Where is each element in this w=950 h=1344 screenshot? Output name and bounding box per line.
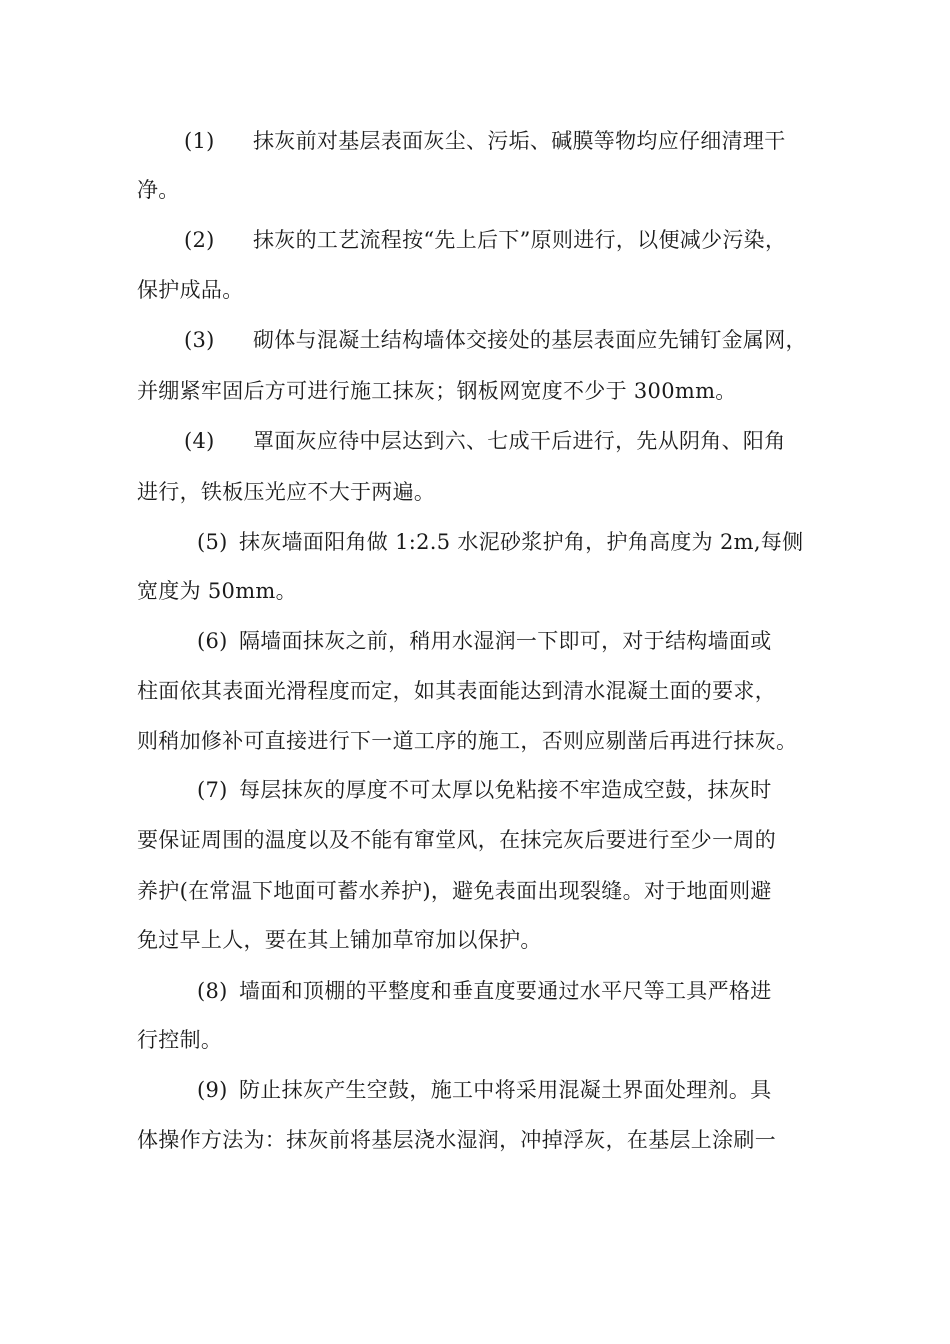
paragraph-2-line-1 xyxy=(137,226,786,254)
paragraph-2-text-1: 抹灰的工艺流程按“先上后下”原则进行，以便减少污染， xyxy=(253,228,787,252)
paragraph-7-line-1 xyxy=(137,776,772,804)
paragraph-1-text-1: 抹灰前对基层表面灰尘、污垢、碱膜等物均应仔细清理干 xyxy=(253,129,786,153)
paragraph-4-text-1: 罩面灰应待中层达到六、七成干后进行，先从阴角、阳角 xyxy=(253,429,786,453)
item-number-6: (6) xyxy=(197,629,228,653)
item-number-1: (1) xyxy=(184,129,215,153)
paragraph-2-line-2 xyxy=(137,276,244,304)
paragraph-9-line-1 xyxy=(137,1076,772,1104)
item-number-7: (7) xyxy=(197,778,228,802)
paragraph-7-text-4: 免过早上人，要在其上铺加草帘加以保护。 xyxy=(137,928,542,952)
paragraph-7-text-2: 要保证周围的温度以及不能有窜堂风，在抹完灰后要进行至少一周的 xyxy=(137,828,776,852)
paragraph-7-line-4 xyxy=(137,926,542,954)
paragraph-5-text-1: 抹灰墙面阳角做 1:2.5 水泥砂浆护角，护角高度为 2m,每侧 xyxy=(239,530,804,554)
paragraph-8-line-1 xyxy=(137,977,772,1005)
item-number-5: (5) xyxy=(197,530,228,554)
paragraph-6-line-3 xyxy=(137,727,797,755)
paragraph-3-text-1: 砌体与混凝土结构墙体交接处的基层表面应先铺钉金属网， xyxy=(253,328,807,352)
paragraph-8-text-2: 行控制。 xyxy=(137,1028,223,1052)
paragraph-7-line-3 xyxy=(137,877,772,905)
paragraph-9-line-2 xyxy=(137,1126,776,1154)
paragraph-4-line-1 xyxy=(137,427,786,455)
paragraph-7-text-3: 养护(在常温下地面可蓄水养护)，避免表面出现裂缝。对于地面则避 xyxy=(137,879,772,903)
paragraph-1-line-1 xyxy=(137,127,786,155)
paragraph-8-text-1: 墙面和顶棚的平整度和垂直度要通过水平尺等工具严格进 xyxy=(239,979,772,1003)
paragraph-4-line-2 xyxy=(137,478,435,506)
paragraph-5-text-2: 宽度为 50mm。 xyxy=(137,579,297,603)
paragraph-2-text-2: 保护成品。 xyxy=(137,278,244,302)
paragraph-6-text-3: 则稍加修补可直接进行下一道工序的施工，否则应剔凿后再进行抹灰。 xyxy=(137,729,798,753)
paragraph-8-line-2 xyxy=(137,1026,222,1054)
paragraph-1-line-2 xyxy=(137,176,180,204)
paragraph-5-line-1 xyxy=(137,528,803,556)
paragraph-3-line-1 xyxy=(137,326,807,354)
paragraph-3-line-2 xyxy=(137,377,737,405)
paragraph-7-line-2 xyxy=(137,826,776,854)
paragraph-4-text-2: 进行，铁板压光应不大于两遍。 xyxy=(137,480,436,504)
item-number-3: (3) xyxy=(184,328,215,352)
item-number-2: (2) xyxy=(184,228,215,252)
paragraph-7-text-1: 每层抹灰的厚度不可太厚以免粘接不牢造成空鼓，抹灰时 xyxy=(239,778,772,802)
paragraph-5-line-2 xyxy=(137,577,297,605)
item-number-9: (9) xyxy=(197,1078,228,1102)
paragraph-6-line-2 xyxy=(137,677,776,705)
item-number-8: (8) xyxy=(197,979,228,1003)
paragraph-1-text-2: 净。 xyxy=(137,178,180,202)
paragraph-9-text-2: 体操作方法为：抹灰前将基层浇水湿润，冲掉浮灰，在基层上涂刷一 xyxy=(137,1128,776,1152)
paragraph-6-line-1 xyxy=(137,627,772,655)
paragraph-6-text-1: 隔墙面抹灰之前，稍用水湿润一下即可，对于结构墙面或 xyxy=(239,629,772,653)
item-number-4: (4) xyxy=(184,429,215,453)
paragraph-6-text-2: 柱面依其表面光滑程度而定，如其表面能达到清水混凝土面的要求， xyxy=(137,679,776,703)
paragraph-3-text-2: 并绷紧牢固后方可进行施工抹灰；钢板网宽度不少于 300mm。 xyxy=(137,379,737,403)
paragraph-9-text-1: 防止抹灰产生空鼓，施工中将采用混凝土界面处理剂。具 xyxy=(239,1078,772,1102)
